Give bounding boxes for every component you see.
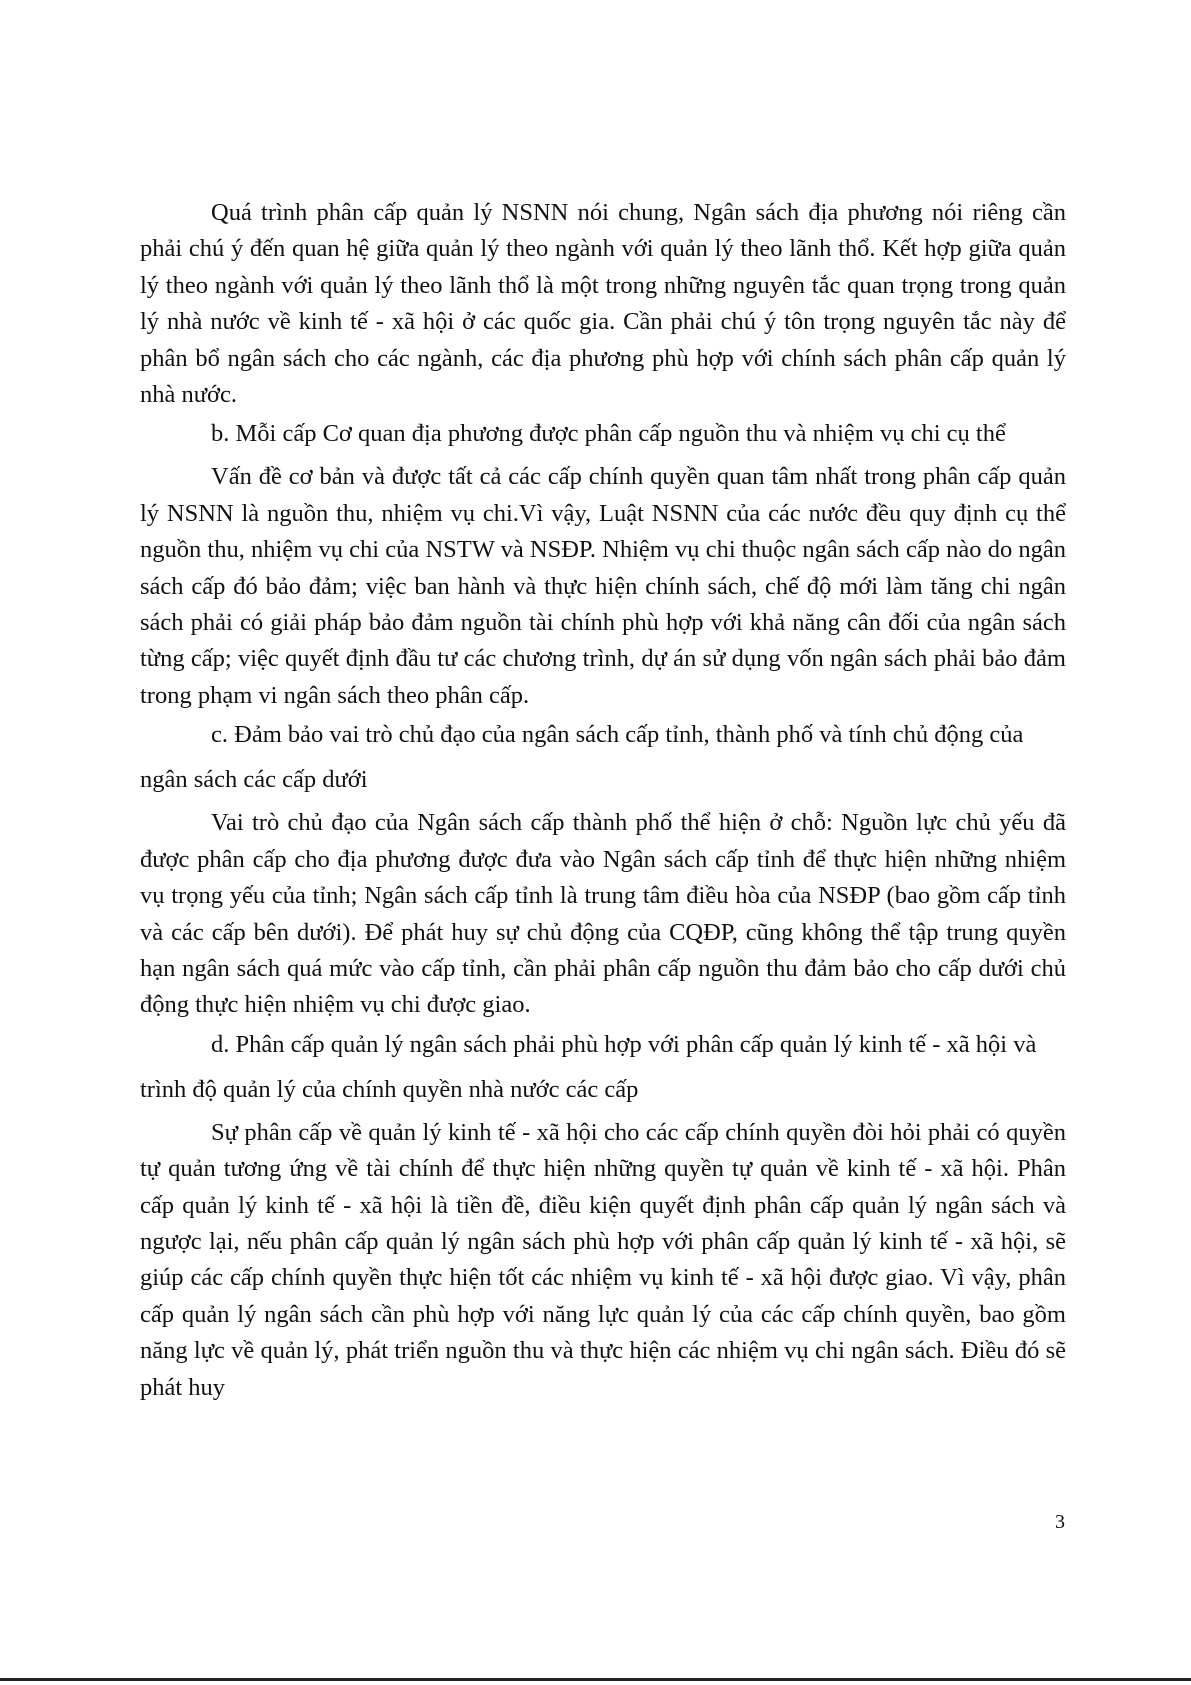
page-number: 3: [1055, 1511, 1065, 1533]
document-page: [140, 195, 1066, 1406]
paragraph-b-body: Vấn đề cơ bản và được tất cả các cấp chính quyền quan tâm nhất trong phân cấp quản lý NSNN là nguồn thu, nhiệm vụ chi.Vì vậy, Luật NSNN của các nước đều quy định cụ thể nguồn thu, nhiệm vụ chi của NSTW và NSĐP. Nhiệm vụ chi thuộc ngân sách cấp nào do ngân sách cấp đó bảo đảm; việc ban hành và thực hiện chính sách, chế độ mới làm tăng chi ngân sách phải có giải pháp bảo đảm nguồn tài chính phù hợp với khả năng cân đối của ngân sách từng cấp; việc quyết định đầu tư các chương trình, dự án sử dụng vốn ngân sách phải bảo đảm trong phạm vi ngân sách theo phân cấp.: [140, 463, 1066, 709]
paragraph-d-body: Sự phân cấp về quản lý kinh tế - xã hội cho các cấp chính quyền đòi hỏi phải có quyền tự quản tương ứng về tài chính để thực hiện những quyền tự quản về kinh tế - xã hội. Phân cấp quản lý kinh tế - xã hội là tiền đề, điều kiện quyết định phân cấp quản lý ngân sách và ngược lại, nếu phân cấp quản lý ngân sách phù hợp với phân cấp quản lý kinh tế - xã hội, sẽ giúp các cấp chính quyền thực hiện tốt các nhiệm vụ kinh tế - xã hội được giao. Vì vậy, phân cấp quản lý ngân sách cần phù hợp với năng lực quản lý của các cấp chính quyền, bao gồm năng lực về quản lý, phát triển nguồn thu và thực hiện các nhiệm vụ chi ngân sách. Điều đó sẽ phát huy: [140, 1118, 1066, 1401]
section-heading-d: d. Phân cấp quản lý ngân sách phải phù hợp với phân cấp quản lý kinh tế - xã hội và trình độ quản lý của chính quyền nhà nước các cấp: [140, 1030, 1037, 1103]
section-heading-c: c. Đảm bảo vai trò chủ đạo của ngân sách cấp tỉnh, thành phố và tính chủ động của ngân sách các cấp dưới: [140, 721, 1024, 794]
section-heading-b: b. Mỗi cấp Cơ quan địa phương được phân cấp nguồn thu và nhiệm vụ chi cụ thể: [211, 420, 1006, 448]
bottom-divider: [0, 1678, 1191, 1681]
paragraph-c-body: Vai trò chủ đạo của Ngân sách cấp thành phố thể hiện ở chỗ: Nguồn lực chủ yếu đã được phân cấp cho địa phương được đưa vào Ngân sách cấp tỉnh để thực hiện những nhiệm vụ trọng yếu của tỉnh; Ngân sách cấp tỉnh là trung tâm điều hòa của NSĐP (bao gồm cấp tỉnh và các cấp bên dưới). Để phát huy sự chủ động của CQĐP, cũng không thể tập trung quyền hạn ngân sách quá mức vào cấp tỉnh, cần phải phân cấp nguồn thu đảm bảo cho cấp dưới chủ động thực hiện nhiệm vụ chi được giao.: [140, 809, 1066, 1019]
paragraph-intro: Quá trình phân cấp quản lý NSNN nói chung, Ngân sách địa phương nói riêng cần phải chú ý đến quan hệ giữa quản lý theo ngành với quản lý theo lãnh thổ. Kết hợp giữa quản lý theo ngành với quản lý theo lãnh thổ là một trong những nguyên tắc quan trọng trong quản lý nhà nước về kinh tế - xã hội ở các quốc gia. Cần phải chú ý tôn trọng nguyên tắc này để phân bổ ngân sách cho các ngành, các địa phương phù hợp với chính sách phân cấp quản lý nhà nước.: [140, 199, 1066, 409]
